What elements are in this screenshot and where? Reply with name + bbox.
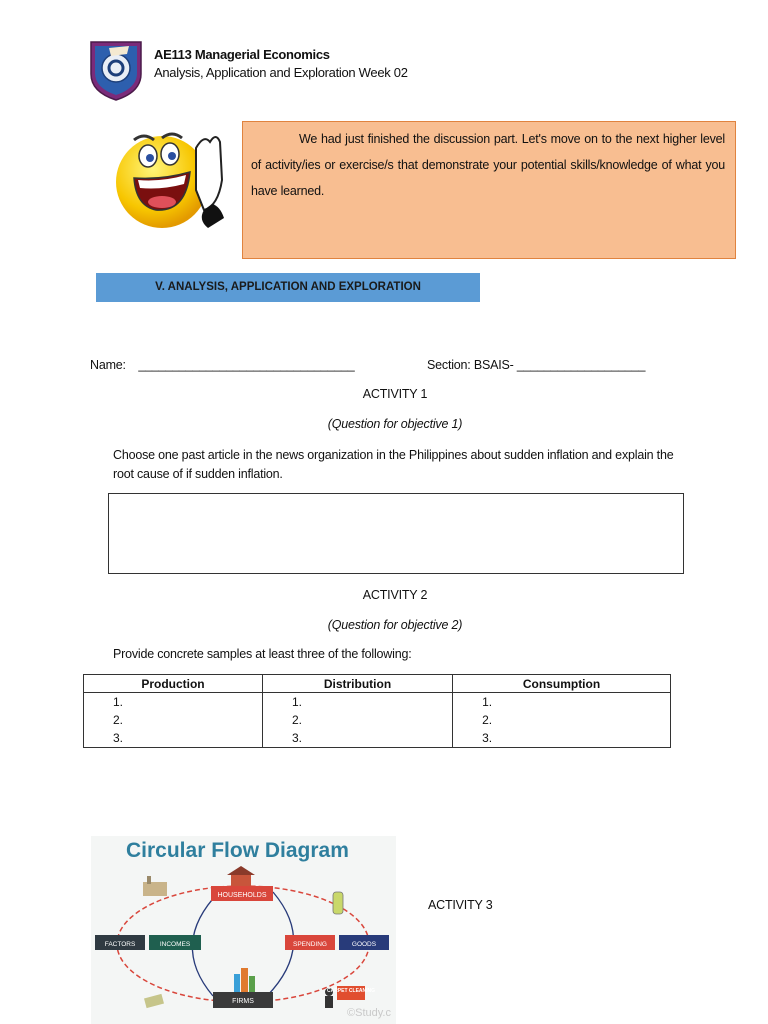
circular-flow-diagram — [91, 836, 396, 1024]
goods-label: GOODS — [351, 941, 377, 948]
production-cell[interactable] — [84, 693, 263, 748]
list-item: 2. — [113, 713, 124, 727]
section-heading-bar — [96, 273, 480, 302]
consumption-cell[interactable] — [453, 693, 671, 748]
activity1-answer-box[interactable] — [108, 493, 684, 574]
money-icon — [144, 994, 164, 1008]
activity2-prompt: Provide concrete samples at least three of the following: — [113, 647, 412, 661]
list-item: 3. — [113, 731, 124, 745]
section-row — [427, 358, 645, 372]
section-heading: V. ANALYSIS, APPLICATION AND EXPLORATION — [155, 281, 421, 293]
sign-label: CARPET CLEANING — [326, 988, 376, 994]
activity2-objective: (Question for objective 2) — [327, 618, 463, 632]
list-item: 3. — [482, 731, 493, 745]
households-label: HOUSEHOLDS — [217, 892, 267, 899]
activity2-title: ACTIVITY 2 — [362, 588, 428, 602]
list-item: 2. — [291, 713, 302, 727]
column-header-consumption: Consumption — [453, 675, 671, 693]
name-label: Name: — [90, 358, 126, 372]
activity1-title: ACTIVITY 1 — [362, 387, 428, 401]
column-header-production: Production — [84, 675, 263, 693]
table-header-row — [84, 675, 671, 693]
intro-note-text: We had just finished the discussion part. Let's move on to the next higher level of activity/ies or exercise/s that demonstrate your potential skills/knowledge of what you have learned. — [251, 132, 725, 198]
bottle-icon — [333, 892, 343, 914]
name-row — [90, 358, 354, 372]
list-item: 3. — [291, 731, 302, 745]
name-blank[interactable]: ________________________________ — [138, 358, 355, 372]
section-label: Section: BSAIS- — [427, 358, 514, 372]
course-title: AE113 Managerial Economics — [154, 47, 330, 62]
course-subtitle: Analysis, Application and Exploration Week 02 — [154, 65, 408, 80]
list-item: 1. — [291, 695, 302, 709]
list-item: 2. — [482, 713, 493, 727]
factory-icon — [143, 876, 167, 896]
buildings-icon — [234, 968, 255, 994]
spending-label: SPENDING — [293, 941, 327, 948]
factors-label: FACTORS — [104, 941, 136, 948]
school-logo — [89, 40, 143, 102]
diagram-title: Circular Flow Diagram — [126, 839, 349, 862]
shouting-smiley-icon — [112, 120, 232, 238]
section-blank[interactable]: ___________________ — [516, 358, 646, 372]
activity1-objective: (Question for objective 1) — [327, 417, 463, 431]
activity3-title: ACTIVITY 3 — [428, 898, 493, 912]
list-item: 1. — [482, 695, 493, 709]
firms-label: FIRMS — [232, 998, 254, 1005]
table-row — [84, 693, 671, 748]
list-item: 1. — [113, 695, 124, 709]
house-icon — [227, 866, 255, 886]
incomes-label: INCOMES — [159, 941, 191, 948]
activity2-table — [83, 674, 671, 748]
activity1-prompt: Choose one past article in the news organization in the Philippines about sudden inflation and explain the root cause of if sudden inflation. — [113, 448, 674, 481]
watermark: ©Study.c — [347, 1007, 391, 1019]
column-header-distribution: Distribution — [262, 675, 452, 693]
distribution-cell[interactable] — [262, 693, 452, 748]
intro-note — [242, 121, 736, 259]
